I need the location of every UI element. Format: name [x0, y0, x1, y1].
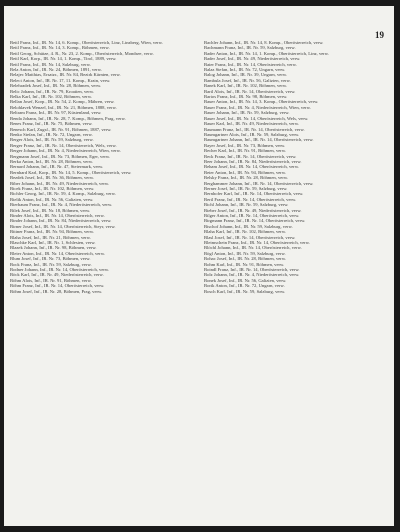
- register-entry: Bauer Josef, Inf., IR. Nr. 14, Oberösterreich, Wels, verw.: [204, 115, 309, 121]
- register-entry: Beleci Anton, Inf., IR. Nr. 17, 11. Komp., Krain, verw.: [10, 77, 111, 83]
- register-entry: Blaschke Karl, Inf., IR. Nr. 1, Schlesien, verw.: [10, 240, 96, 246]
- register-entry: Bieber Josef, Inf., IR. Nr. 49, Niederösterreich, verw.: [204, 207, 302, 213]
- register-entry: Bock Franz, Inf., IR. Nr. 59, Salzburg, verw.: [10, 261, 92, 267]
- register-entry: Bachler Johann, Inf., IR. Nr. 14, 8. Komp., Oberösterreich, verw.: [204, 40, 324, 45]
- register-entry: Bartl Alois, Inf., IR. Nr. 14, Oberösterreich, verw.: [204, 88, 296, 94]
- register-entry: Berger Franz, Inf., IR. Nr. 14, Oberösterreich, Wels, verw.: [10, 142, 117, 148]
- register-entry: Bielik Anton, Inf., IR. Nr. 56, Galizien, verw.: [10, 196, 94, 202]
- register-entry: Bela Anton, Inf., IR. Nr. 24, Böhmen, 1891, verw.: [10, 67, 102, 73]
- register-entry: Belka Karl, Inf., IR. Nr. 102, Böhmen, verw.: [10, 94, 92, 100]
- register-entry: Bertl Franz, Inf., IR. Nr. 14, Oberösterreich, verw.: [204, 196, 297, 202]
- register-entry: Beitl Karl, Korp., IR. Nr. 14, 1. Komp., Tirol, 1889, verw.: [10, 56, 117, 62]
- register-entry: Baumann Franz, Inf., IR. Nr. 14, Oberösterreich, verw.: [204, 126, 305, 132]
- register-entry: Beitl Georg, Schütze, 4. R., Nr. 23, 2. Komp., Oberösterreich, Mondsee, verw.: [10, 50, 154, 56]
- register-entry: Baumgartner Johann, Inf., IR. Nr. 14, Oberösterreich, verw.: [204, 137, 314, 143]
- register-entry: Birner Josef, Inf., IR. Nr. 14, Oberösterreich, Steyr, verw.: [10, 223, 116, 229]
- register-entry: Banek Karl, Inf., IR. Nr. 102, Böhmen, verw.: [204, 83, 288, 89]
- register-entry: Belehradek Josef, Inf., IR. Nr. 28, Böhmen, verw.: [10, 83, 102, 89]
- register-entry: Bichler Georg, Inf., IR. Nr. 59, 4. Komp., Salzburg, verw.: [10, 191, 116, 197]
- register-entry: Borik Anton, Inf., IR. Nr. 72, Ungarn, verw.: [204, 283, 285, 289]
- register-entry: Bögl Anton, Inf., IR. Nr. 59, Salzburg, verw.: [204, 250, 286, 256]
- register-entry: Blaha Josef, Inf., IR. Nr. 21, Böhmen, verw.: [10, 234, 91, 240]
- register-entry: Beier Anton, Inf., IR. Nr. 94, Böhmen, verw.: [204, 169, 286, 175]
- register-entry: Bernard Johann, Inf., IR. Nr. 47, Steiermark, verw.: [10, 164, 104, 170]
- register-entry: Bartos Franz, Inf., IR. Nr. 98, Böhmen, verw.: [204, 94, 288, 100]
- register-entry: Bosch Karl, Inf., IR. Nr. 59, Salzburg, verw.: [204, 288, 286, 294]
- register-entry: Bernhofer Karl, Inf., IR. Nr. 14, Oberösterreich, verw.: [204, 191, 304, 197]
- register-entry: Baumgartner Alois, Inf., IR. Nr. 59, Salzburg, verw.: [204, 131, 300, 137]
- register-entry: Birgmann Franz, Inf., IR. Nr. 14, Oberösterreich, verw.: [204, 218, 306, 224]
- register-entry: Bauer Johann, Inf., IR. Nr. 59, Salzburg, verw.: [204, 110, 290, 116]
- register-entry: Beltram Franz, Inf., IR. Nr. 97, Küstenland, verw.: [10, 110, 102, 116]
- register-entry: Binder Alois, Inf., IR. Nr. 14, Oberösterreich, verw.: [10, 213, 105, 218]
- right-column: [204, 40, 390, 522]
- register-entry: Bichl Johann, Inf., IR. Nr. 59, Salzburg, verw.: [204, 202, 289, 208]
- register-entry: Bleimschein Franz, Inf., IR. Nr. 14, Oberösterreich, verw.: [204, 240, 310, 246]
- register-entry: Bauer Karl, Inf., IR. Nr. 49, Niederösterreich, verw.: [204, 121, 299, 127]
- register-entry: Belsky Franz, Inf., IR. Nr. 28, Böhmen, verw.: [204, 175, 289, 181]
- register-entry: Bauer Franz, Inf., IR. Nr. 4, Niederösterreich, Wien, verw.: [204, 104, 311, 110]
- register-entry: Bischof Johann, Inf., IR. Nr. 59, Salzburg, verw.: [204, 223, 293, 229]
- register-entry: Bezdek Josef, Inf., IR. Nr. 36, Böhmen, verw.: [10, 175, 95, 181]
- register-entry: Böck Karl, Inf., IR. Nr. 49, Niederösterreich, verw.: [10, 272, 104, 278]
- register-entry: Benko Stefan, Inf., IR. Nr. 72, Ungarn, verw.: [10, 131, 93, 137]
- register-entry: Belohlavek Wenzel, Inf., IR. Nr. 21, Böhmen, 1888, verw.: [10, 104, 117, 110]
- register-entry: Becher Karl, Inf., IR. Nr. 91, Böhmen, verw.: [204, 148, 286, 154]
- register-entry: Bittner Franz, Inf., IR. Nr. 94, Böhmen, verw.: [10, 229, 95, 235]
- register-entry: Bernhard Karl, Korp., IR. Nr. 14, 5. Komp., Oberösterreich, verw.: [10, 169, 132, 175]
- register-entry: Bellan Josef, Korp., IR. Nr. 54, 2. Komp., Mähren, verw.: [10, 99, 115, 105]
- register-entry: Blasl Josef, Inf., IR. Nr. 14, Oberösterreich, verw.: [204, 234, 296, 240]
- register-entry: Balog Johann, Inf., IR. Nr. 39, Ungarn, verw.: [204, 72, 288, 78]
- register-entry: Böhm Alois, Inf., IR. Nr. 91, Böhmen, verw.: [10, 277, 92, 283]
- register-entry: Beitl Franz, Inf., IR. Nr. 14, 3. Komp., Böhmen, verw.: [10, 45, 110, 51]
- register-entry: Beitl Franz, Inf., IR. Nr. 14, 6. Komp., Oberösterreich, Linz, Linzberg, Wien, verw.: [10, 40, 163, 45]
- register-entry: Bonek Josef, Inf., IR. Nr. 56, Galizien, verw.: [204, 277, 287, 283]
- document-page: [4, 6, 394, 526]
- register-entry: Blaha Karl, Inf., IR. Nr. 102, Böhmen, verw.: [204, 229, 286, 235]
- register-entry: Bauer Anton, Inf., IR. Nr. 14, 3. Komp., Oberösterreich, verw.: [204, 99, 319, 105]
- register-entry: Blazek Johann, Inf., IR. Nr. 98, Böhmen, verw.: [10, 245, 97, 251]
- register-entry: Belic Johann, Inf., IR. Nr. 79, Kroatien, verw.: [10, 88, 95, 94]
- left-column: [10, 40, 196, 522]
- register-entry: Böhm Josef, Inf., IR. Nr. 28, Böhmen, Prag, verw.: [10, 288, 103, 294]
- register-entry: Boindl Franz, Inf., IR. Nr. 14, Oberösterreich, verw.: [204, 267, 300, 273]
- register-entry: Belajec Matthias, Ersatzr., IR. Nr. 84, Bezirk Kärnten, verw.: [10, 72, 121, 78]
- register-entry: Bohac Josef, Inf., IR. Nr. 28, Böhmen, verw.: [204, 256, 286, 262]
- page-number: 19: [375, 30, 384, 40]
- register-entry: Berner Josef, Inf., IR. Nr. 59, Salzburg, verw.: [204, 185, 288, 191]
- register-entry: Beitl Franz, Inf., IR. Nr. 14, Salzburg, verw.: [10, 61, 91, 67]
- register-entry: Bicek Franz, Inf., IR. Nr. 102, Böhmen, verw.: [10, 185, 95, 191]
- register-entry: Berghammer Johann, Inf., IR. Nr. 14, Oberösterreich, verw.: [204, 180, 314, 186]
- register-entry: Blöchl Johann, Inf., IR. Nr. 14, Oberösterreich, verw.: [204, 245, 302, 251]
- register-entry: Bilek Josef, Inf., IR. Nr. 18, Böhmen, verw.: [10, 207, 91, 213]
- register-entry: Benesch Karl, Zugsf., IR. Nr. 91, Böhmen, 1887, verw.: [10, 126, 112, 132]
- register-entry: Benda Johann, Inf., IR. Nr. 28, 7. Komp., Böhmen, Prag, verw.: [10, 115, 126, 121]
- register-entry: Bleier Anton, Inf., IR. Nr. 14, Oberösterreich, verw.: [10, 250, 105, 256]
- register-entry: Beer Johann, Inf., IR. Nr. 84, Niederösterreich, verw.: [204, 158, 302, 164]
- register-entry: Bodner Johann, Inf., IR. Nr. 14, Oberösterreich, verw.: [10, 267, 110, 273]
- text-columns: [10, 40, 390, 522]
- register-entry: Benes Franz, Inf., IR. Nr. 75, Böhmen, verw.: [10, 121, 93, 127]
- register-entry: Böhm Franz, Inf., IR. Nr. 14, Oberösterreich, verw.: [10, 283, 105, 289]
- register-entry: Bolz Johann, Inf., IR. Nr. 4, Niederösterreich, verw.: [204, 272, 300, 278]
- register-entry: Berger Alois, Inf., IR. Nr. 59, Salzburg, verw.: [10, 137, 94, 143]
- register-entry: Bilger Anton, Inf., IR. Nr. 14, Oberösterreich, verw.: [204, 213, 300, 218]
- register-entry: Bambula Josef, Inf., IR. Nr. 56, Galizien, verw.: [204, 77, 291, 83]
- register-entry: Beham Josef, Inf., IR. Nr. 14, Oberösterreich, verw.: [204, 164, 299, 170]
- register-entry: Blum Josef, Inf., IR. Nr. 73, Böhmen, verw.: [10, 256, 91, 262]
- register-entry: Beck Franz, Inf., IR. Nr. 14, Oberösterreich, verw.: [204, 153, 297, 159]
- register-entry: Balaz Stefan, Inf., IR. Nr. 72, Ungarn, verw.: [204, 67, 286, 73]
- register-entry: Bayer Josef, Inf., IR. Nr. 73, Böhmen, verw.: [204, 142, 286, 148]
- register-entry: Berger Johann, Inf., IR. Nr. 4, Niederösterreich, Wien, verw.: [10, 148, 121, 154]
- register-entry: Bader Anton, Inf., IR. Nr. 14, 1. Komp., Oberösterreich, Linz, verw.: [204, 50, 329, 56]
- register-entry: Bergmann Josef, Inf., IR. Nr. 73, Böhmen, Eger, verw.: [10, 153, 111, 159]
- register-entry: Binder Johann, Inf., IR. Nr. 84, Niederösterreich, verw.: [10, 218, 112, 224]
- register-entry: Biber Johann, Inf., IR. Nr. 49, Niederösterreich, verw.: [10, 180, 110, 186]
- register-entry: Bader Josef, Inf., IR. Nr. 49, Niederösterreich, verw.: [204, 56, 301, 62]
- register-entry: Bohm Karl, Inf., IR. Nr. 91, Böhmen, verw.: [204, 261, 285, 267]
- register-entry: Bierbaum Franz, Inf., IR. Nr. 4, Niederösterreich, verw.: [10, 202, 113, 208]
- register-entry: Baier Franz, Inf., IR. Nr. 14, Oberösterreich, verw.: [204, 61, 297, 67]
- register-entry: Bachmann Franz, Inf., IR. Nr. 59, Salzburg, verw.: [204, 45, 296, 51]
- register-entry: Berka Anton, Inf., IR. Nr. 28, Böhmen, verw.: [10, 158, 94, 164]
